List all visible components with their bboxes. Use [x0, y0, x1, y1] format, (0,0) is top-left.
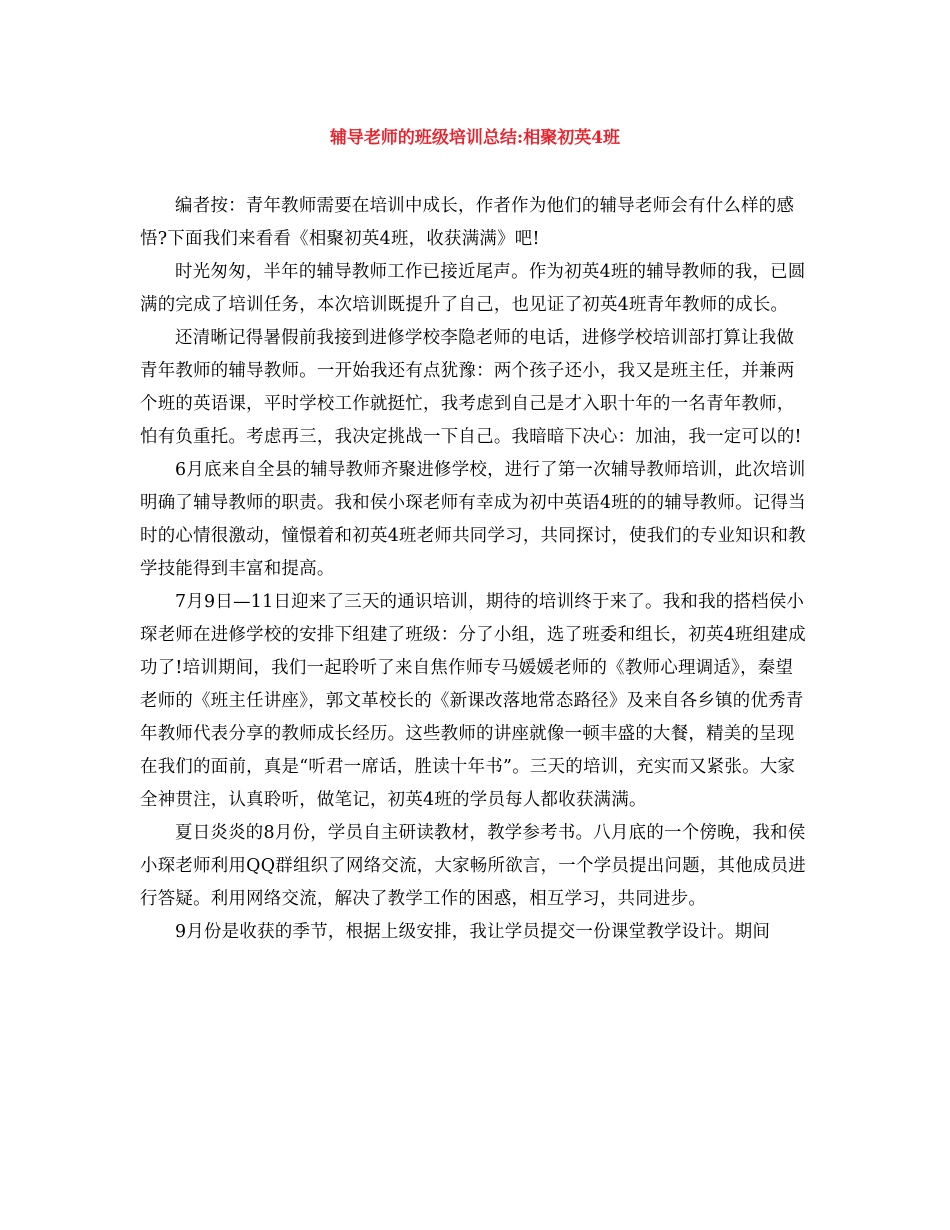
paragraph-june-training: 6月底来自全县的辅导教师齐聚进修学校，进行了第一次辅导教师培训，此次培训明确了辅导教师的职责。我和侯小琛老师有幸成为初中英语4班的的辅导教师。记得当时的心情很激动，憧憬着和初英4班老师共同学习，共同探讨，使我们的专业知识和教学技能得到丰富和提高。 [140, 460, 806, 579]
paragraph-editor-note: 编者按：青年教师需要在培训中成长，作者作为他们的辅导老师会有什么样的感悟?下面我们来看看《相聚初英4班，收获满满》吧! [140, 196, 795, 249]
paragraph-invitation: 还清晰记得暑假前我接到进修学校李隐老师的电话，进修学校培训部打算让我做青年教师的辅导教师。一开始我还有点犹豫：两个孩子还小，我又是班主任，并兼两个班的英语课，平时学校工作就挺忙，我考虑到自己是才入职十年的一名青年教师，怕有负重托。考虑再三，我决定挑战一下自己。我暗暗下决心：加油，我一定可以的! [140, 328, 802, 447]
paragraph-september: 9月份是收获的季节，根据上级安排，我让学员提交一份课堂教学设计。期间 [175, 922, 771, 942]
paragraph-august-exchange: 夏日炎炎的8月份，学员自主研读教材，教学参考书。八月底的一个傍晚，我和侯小琛老师利用QQ群组织了网络交流，大家畅所欲言，一个学员提出问题，其他成员进行答疑。利用网络交流，解决了教学工作的困惑，相互学习，共同进步。 [140, 823, 806, 909]
paragraph-intro: 时光匆匆，半年的辅导教师工作已接近尾声。作为初英4班的辅导教师的我，已圆满的完成了培训任务，本次培训既提升了自己，也见证了初英4班青年教师的成长。 [140, 262, 806, 315]
paragraph-july-training: 7月9日—11日迎来了三天的通识培训，期待的培训终于来了。我和我的搭档侯小琛老师在进修学校的安排下组建了班级：分了小组，选了班委和组长，初英4班组建成功了!培训期间，我们一起聆听了来自焦作师专马媛媛老师的《教师心理调适》，秦望老师的《班主任讲座》，郭文革校长的《新课改落地常态路径》及来自各乡镇的优秀青年教师代表分享的教师成长经历。这些教师的讲座就像一顿丰盛的大餐，精美的呈现在我们的面前，真是“听君一席话，胜读十年书”。三天的培训，充实而又紧张。大家全神贯注，认真聆听，做笔记，初英4班的学员每人都收获满满。 [140, 592, 806, 810]
document-body [140, 190, 810, 949]
document-title: 辅导老师的班级培训总结:相聚初英4班 [329, 128, 621, 148]
